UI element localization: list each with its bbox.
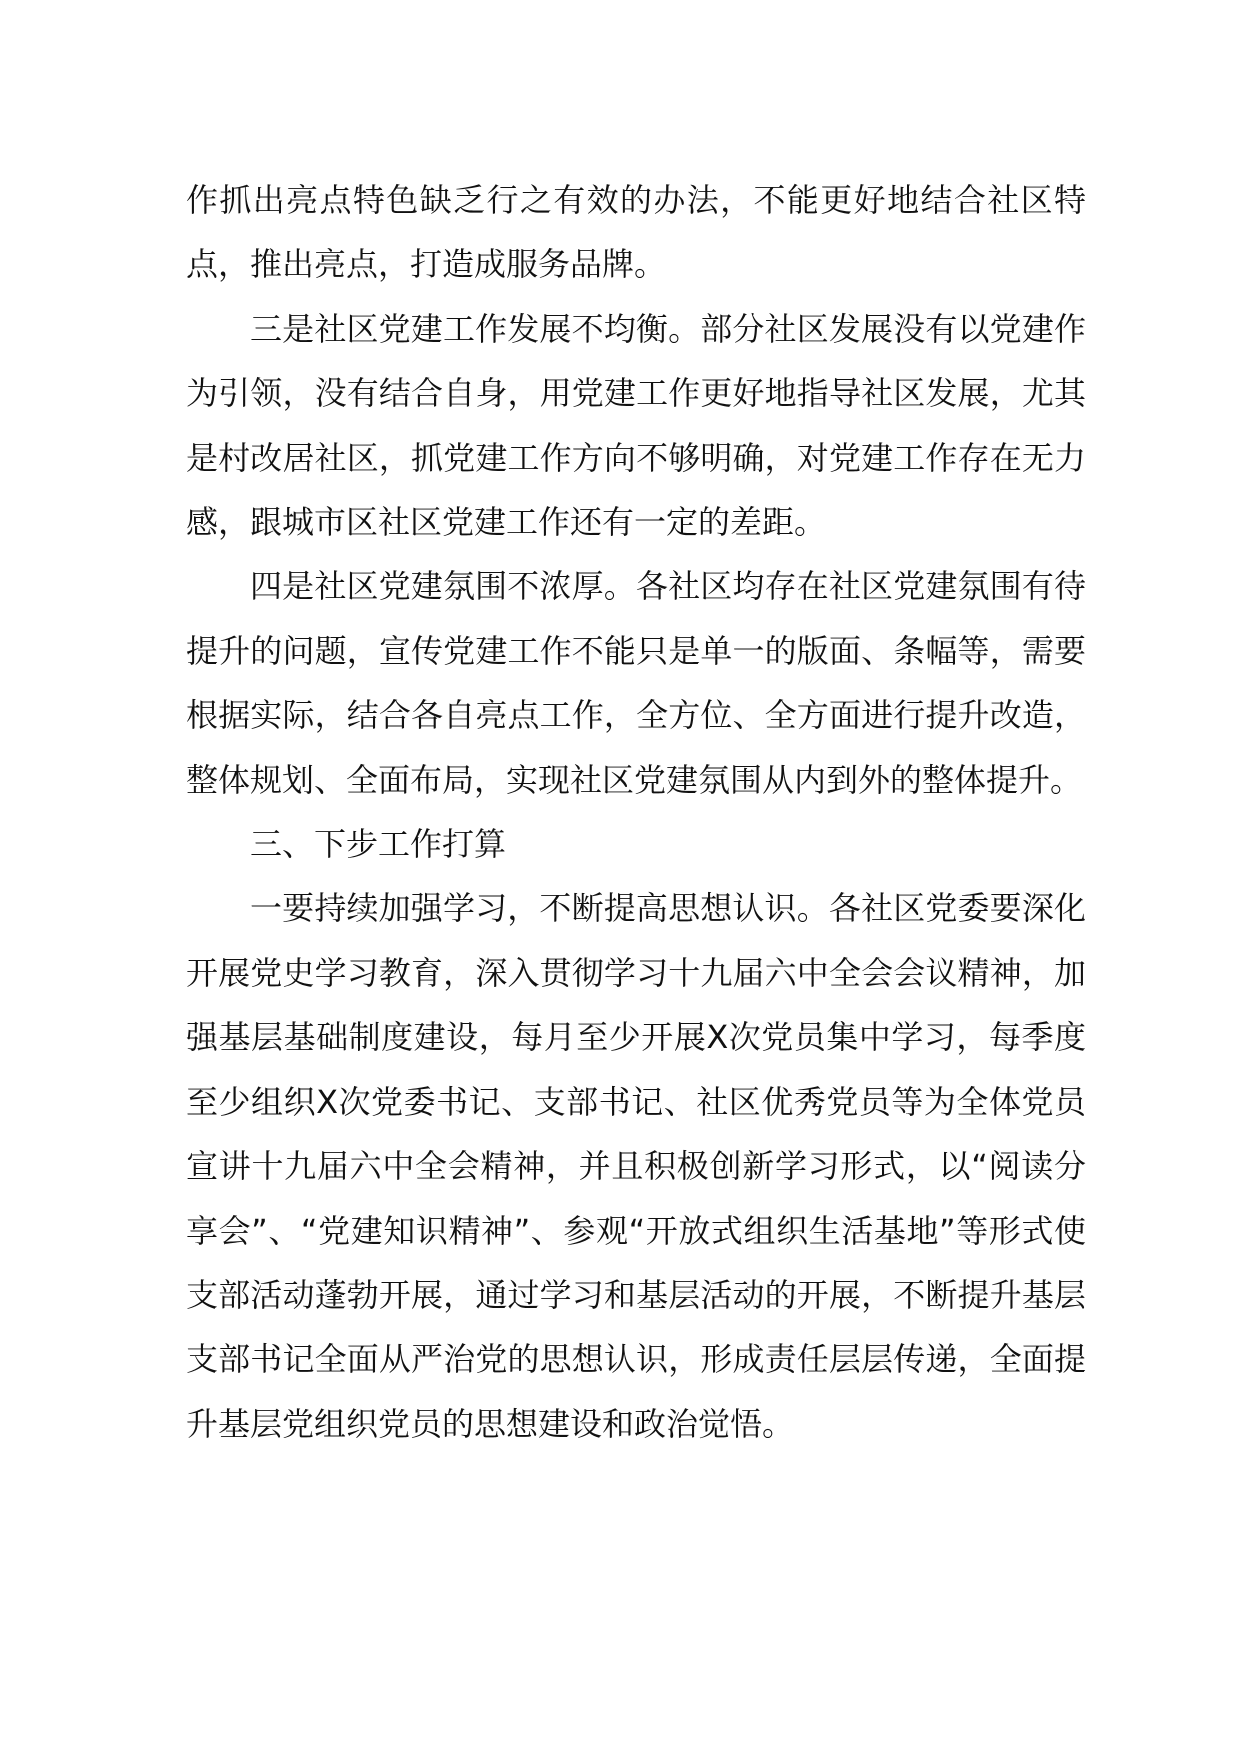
document-body [186,168,1086,1456]
paragraph-point-three: 三是社区党建工作发展不均衡。部分社区发展没有以党建作为引领，没有结合自身，用党建工作更好地指导社区发展，尤其是村改居社区，抓党建工作方向不够明确，对党建工作存在无力感，跟城市区社区党建工作还有一定的差距。 [186,309,1086,542]
section-heading-next-steps: 三、下步工作打算 [250,825,507,864]
paragraph-point-four: 四是社区党建氛围不浓厚。各社区均存在社区党建氛围有待提升的问题，宣传党建工作不能只是单一的版面、条幅等，需要根据实际，结合各自亮点工作，全方位、全方面进行提升改造，整体规划、全面布局，实现社区党建氛围从内到外的整体提升。 [186,567,1086,799]
paragraph-plan-one: 一要持续加强学习，不断提高思想认识。各社区党委要深化开展党史学习教育，深入贯彻学习十九届六中全会会议精神，加强基层基础制度建设，每月至少开展X次党员集中学习，每季度至少组织X次党委书记、支部书记、社区优秀党员等为全体党员宣讲十九届六中全会精神，并且积极创新学习形式，以“阅读分享会”、“党建知识精神”、参观“开放式组织生活基地”等形式使支部活动蓬勃开展，通过学习和基层活动的开展，不断提升基层支部书记全面从严治党的思想认识，形成责任层层传递，全面提升基层党组织党员的思想建设和政治觉悟。 [186,889,1086,1443]
paragraph-continuation: 作抓出亮点特色缺乏行之有效的办法，不能更好地结合社区特点，推出亮点，打造成服务品牌。 [186,181,1086,284]
